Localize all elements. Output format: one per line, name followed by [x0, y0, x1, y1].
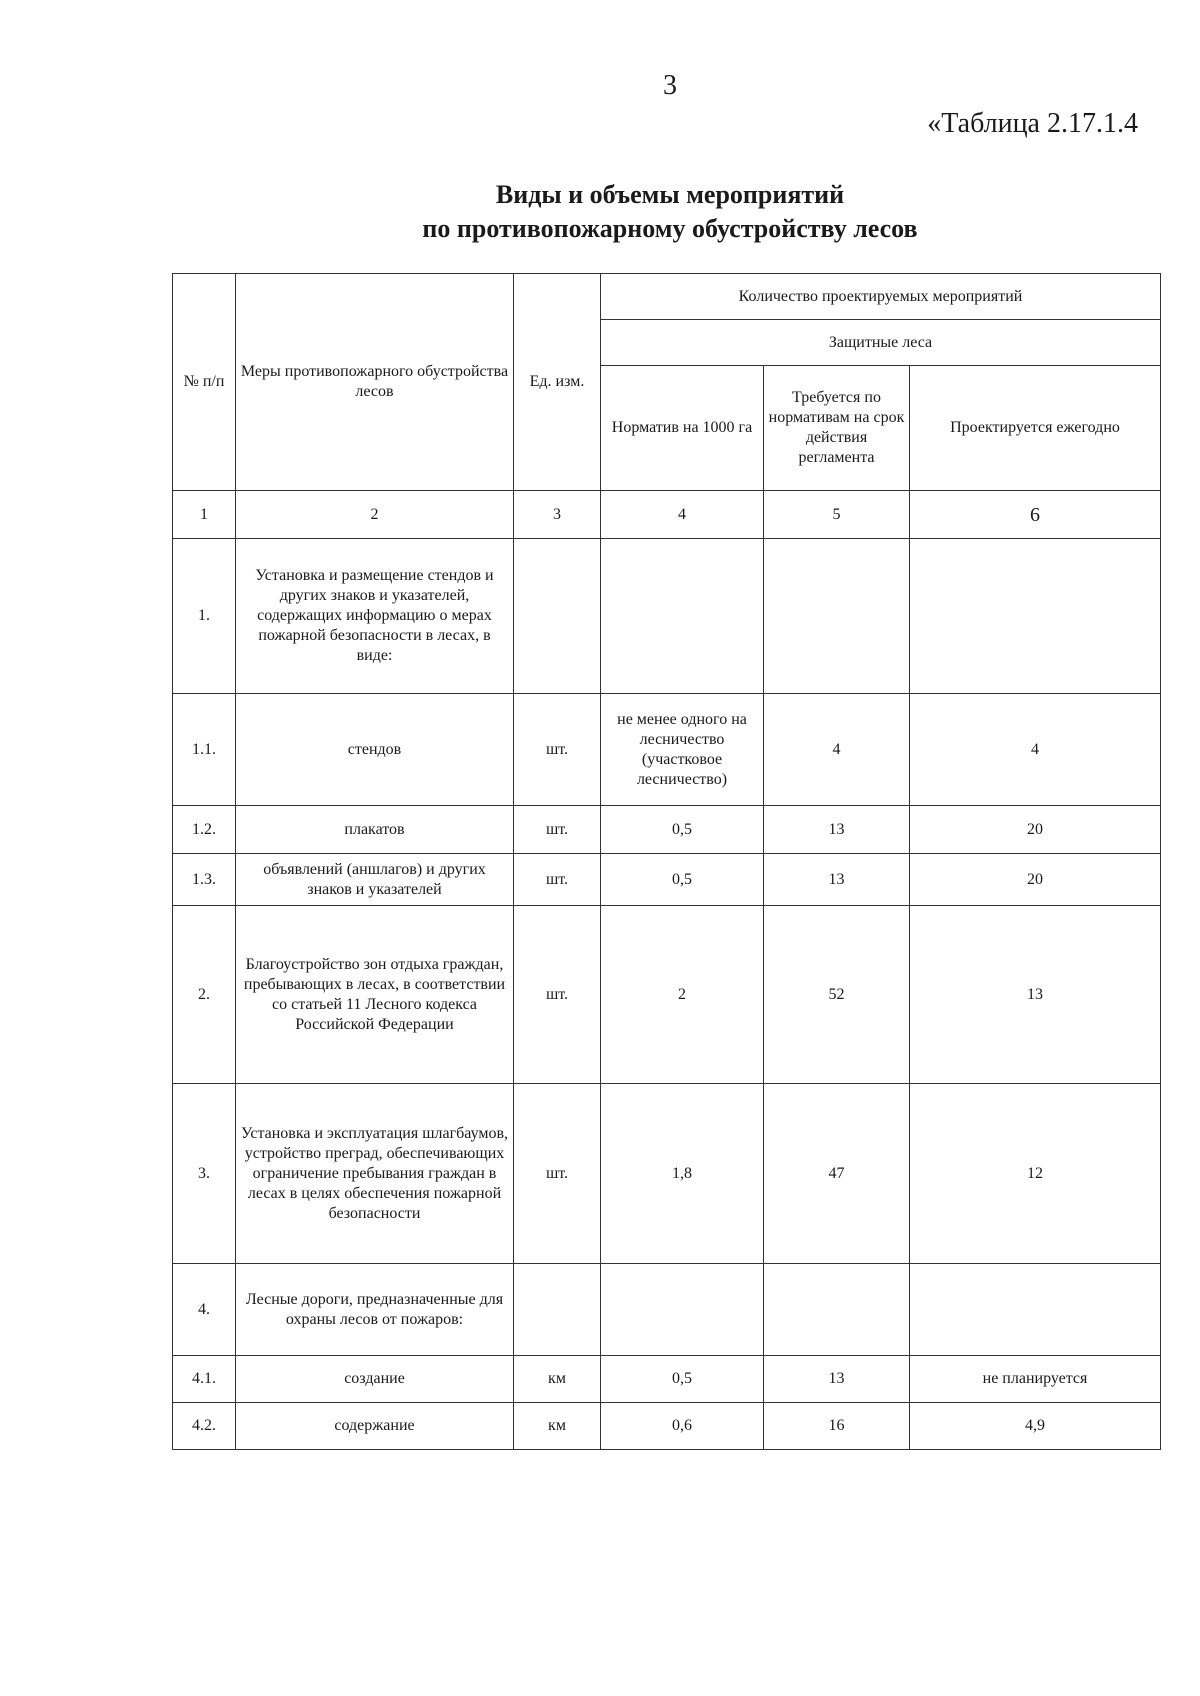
row-required: 47: [764, 1084, 910, 1264]
table-row: [173, 694, 1161, 806]
row-required: 16: [764, 1403, 910, 1450]
row-measure: создание: [236, 1356, 514, 1403]
row-measure: объявлений (аншлагов) и других знаков и указателей: [236, 854, 514, 906]
row-required: 13: [764, 854, 910, 906]
title-line-2: по противопожарному обустройству лесов: [422, 214, 918, 243]
row-measure: Установка и эксплуатация шлагбаумов, устройство преград, обеспечивающих ограничение пребывания граждан в лесах в целях обеспечения пожарной безопасности: [236, 1084, 514, 1264]
row-measure: Установка и размещение стендов и других знаков и указателей, содержащих информацию о мерах пожарной безопасности в лесах, в виде:: [236, 539, 514, 694]
row-num: 1.2.: [173, 806, 236, 854]
measures-table: [172, 273, 1161, 1450]
row-measure: Благоустройство зон отдыха граждан, пребывающих в лесах, в соответствии со статьей 11 Лесного кодекса Российской Федерации: [236, 906, 514, 1084]
row-planned: 4: [910, 694, 1161, 806]
row-norm: [601, 539, 764, 694]
row-num: 3.: [173, 1084, 236, 1264]
row-norm: [601, 1264, 764, 1356]
row-unit: шт.: [514, 806, 601, 854]
row-unit: км: [514, 1356, 601, 1403]
row-measure: Лесные дороги, предназначенные для охраны лесов от пожаров:: [236, 1264, 514, 1356]
table-row: [173, 854, 1161, 906]
row-num: 1.1.: [173, 694, 236, 806]
row-num: 2.: [173, 906, 236, 1084]
table-row: [173, 1084, 1161, 1264]
row-norm: 0,5: [601, 854, 764, 906]
page-number: 3: [663, 70, 677, 101]
row-required: 52: [764, 906, 910, 1084]
column-number-row: [173, 491, 1161, 539]
row-planned: [910, 539, 1161, 694]
header-norm: Норматив на 1000 га: [601, 366, 764, 491]
row-planned: 20: [910, 854, 1161, 906]
col-number: 5: [764, 491, 910, 539]
row-norm: 0,5: [601, 1356, 764, 1403]
row-unit: шт.: [514, 906, 601, 1084]
row-norm: 0,6: [601, 1403, 764, 1450]
row-unit: [514, 1264, 601, 1356]
header-planned: Проектируется ежегодно: [910, 366, 1161, 491]
row-planned: 20: [910, 806, 1161, 854]
row-num: 1.3.: [173, 854, 236, 906]
row-unit: км: [514, 1403, 601, 1450]
row-planned: 13: [910, 906, 1161, 1084]
table-row: [173, 1356, 1161, 1403]
row-required: 4: [764, 694, 910, 806]
row-unit: шт.: [514, 854, 601, 906]
col-number: 1: [173, 491, 236, 539]
row-unit: шт.: [514, 694, 601, 806]
header-measures: Меры противопожарного обустройства лесов: [236, 274, 514, 491]
row-measure: содержание: [236, 1403, 514, 1450]
table-row: [173, 539, 1161, 694]
header-unit: Ед. изм.: [514, 274, 601, 491]
row-norm: 0,5: [601, 806, 764, 854]
row-num: 4.: [173, 1264, 236, 1356]
row-norm: 1,8: [601, 1084, 764, 1264]
table-reference: «Таблица 2.17.1.4: [927, 108, 1138, 139]
row-unit: шт.: [514, 1084, 601, 1264]
header-num: № п/п: [173, 274, 236, 491]
row-planned: не планируется: [910, 1356, 1161, 1403]
header-required: Требуется по нормативам на срок действия регламента: [764, 366, 910, 491]
row-num: 4.1.: [173, 1356, 236, 1403]
row-num: 4.2.: [173, 1403, 236, 1450]
row-required: [764, 1264, 910, 1356]
table-row: [173, 806, 1161, 854]
row-measure: стендов: [236, 694, 514, 806]
row-planned: 12: [910, 1084, 1161, 1264]
col-number: 4: [601, 491, 764, 539]
col-number: 3: [514, 491, 601, 539]
header-quantity: Количество проектируемых мероприятий: [601, 274, 1161, 320]
row-planned: [910, 1264, 1161, 1356]
row-num: 1.: [173, 539, 236, 694]
row-planned: 4,9: [910, 1403, 1161, 1450]
row-required: 13: [764, 806, 910, 854]
row-norm: не менее одного на лесничество (участковое лесничество): [601, 694, 764, 806]
title-line-1: Виды и объемы мероприятий: [495, 180, 845, 209]
row-norm: 2: [601, 906, 764, 1084]
table-row: [173, 1403, 1161, 1450]
table-row: [173, 1264, 1161, 1356]
row-required: 13: [764, 1356, 910, 1403]
table-row: [173, 906, 1161, 1084]
col-number: 6: [910, 491, 1161, 539]
row-measure: плакатов: [236, 806, 514, 854]
document-title: [0, 178, 1200, 246]
col-number: 2: [236, 491, 514, 539]
row-required: [764, 539, 910, 694]
row-unit: [514, 539, 601, 694]
header-forest: Защитные леса: [601, 320, 1161, 366]
